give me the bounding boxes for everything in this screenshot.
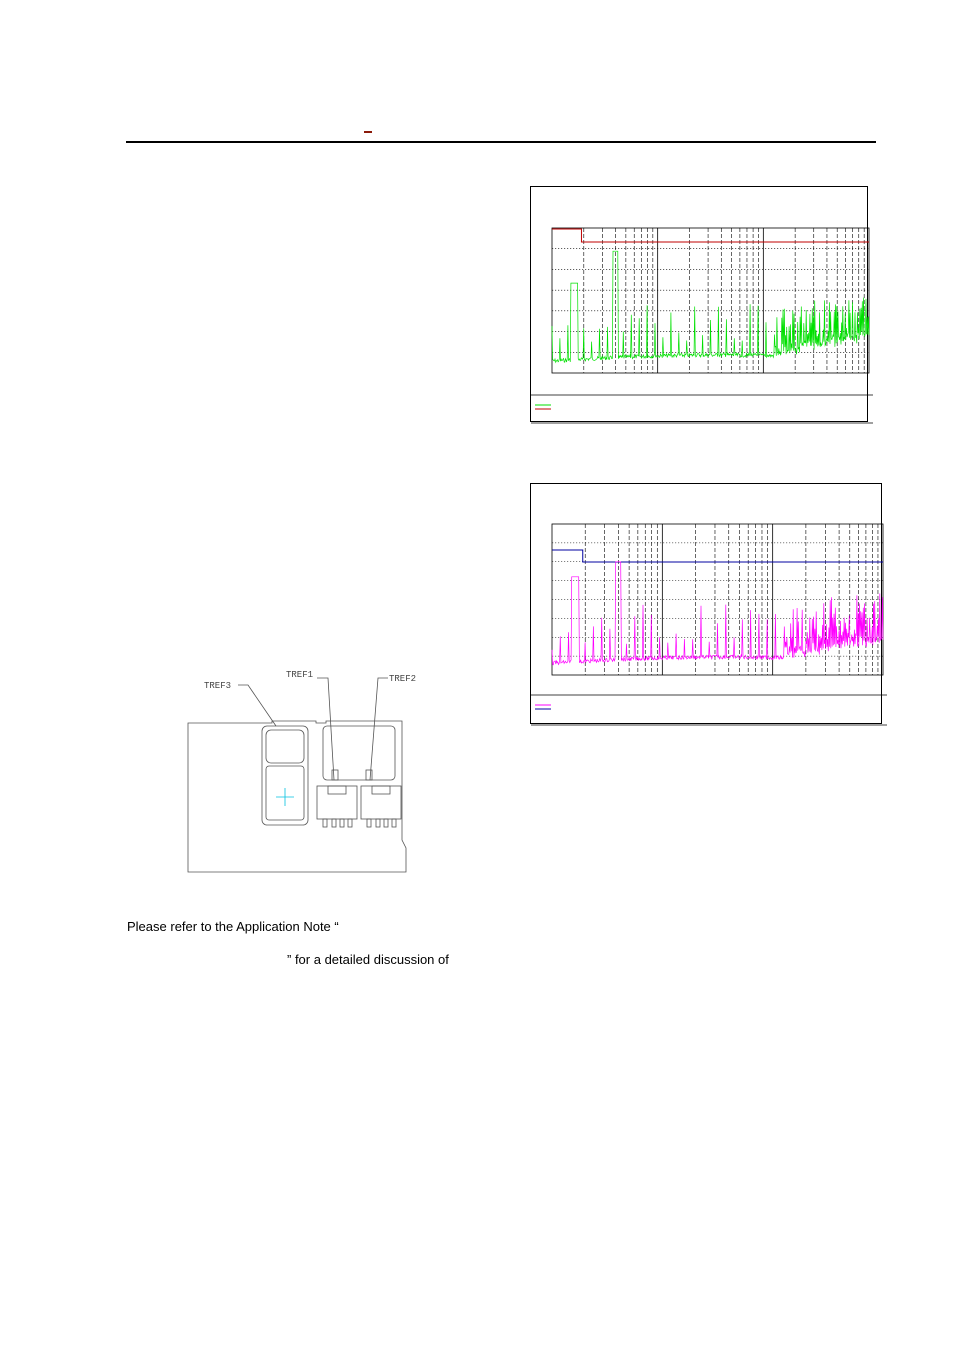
ic-package-2: [361, 786, 401, 819]
header-mark: [364, 131, 372, 133]
plot-area: [552, 228, 869, 373]
pcb-drawing: [186, 668, 426, 876]
ic-package-1: [317, 786, 357, 819]
tref2-leader: [370, 678, 388, 780]
header-rule: [126, 141, 876, 143]
tref2-label: TREF2: [389, 674, 417, 684]
tref3-leader: [238, 685, 276, 726]
body-text-line-1: Please refer to the Application Note “: [127, 919, 339, 934]
emi-chart-2: [530, 483, 882, 724]
pcb-outline: [188, 721, 406, 872]
pcb-thermal-figure: [186, 668, 426, 876]
measured-trace: [552, 251, 869, 362]
emi-chart-1-svg: [531, 187, 869, 423]
tref3-label: TREF3: [204, 681, 232, 691]
inductor-body: [262, 726, 308, 825]
body-text-line-2: ” for a detailed discussion of: [287, 952, 449, 967]
measured-trace: [552, 562, 883, 665]
center-marker: [276, 788, 294, 806]
tref1-leader: [317, 678, 334, 780]
limit-line: [552, 550, 883, 562]
tref1-label: TREF1: [286, 670, 314, 680]
emi-chart-2-svg: [531, 484, 883, 725]
limit-line: [552, 229, 869, 242]
emi-chart-1: [530, 186, 868, 422]
